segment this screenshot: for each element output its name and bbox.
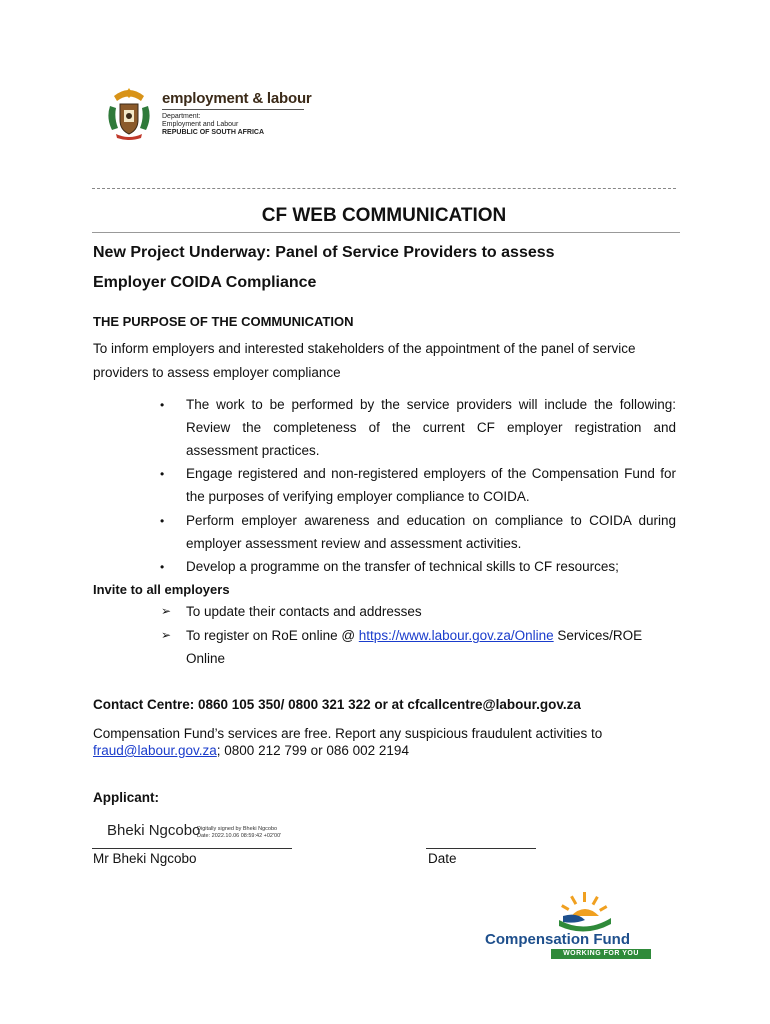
bullet-item-2: Engage registered and non-registered employers of the Compensation Fund for the purposes of verifying employer compliance to COIDA. — [186, 466, 676, 504]
cf-logo-tagline: WORKING FOR YOU — [551, 949, 651, 959]
subtitle-line-2: Employer COIDA Compliance — [93, 274, 317, 291]
invite-item-2-line-2: Online — [186, 651, 226, 666]
department-logo — [104, 84, 314, 142]
fraud-email-link[interactable]: fraud@labour.gov.za — [93, 743, 217, 758]
invite-item-2-suffix: Services/ROE — [553, 628, 643, 643]
page-title: CF WEB COMMUNICATION — [261, 205, 507, 226]
department-title: employment & labour — [162, 90, 312, 107]
applicant-label: Applicant: — [93, 790, 159, 805]
bullet-icon: • — [160, 398, 165, 412]
department-name: Employment and Labour — [162, 121, 239, 128]
arrow-bullet-icon: ➢ — [161, 604, 172, 618]
contact-centre: Contact Centre: 0860 105 350/ 0800 321 322 or at cfcallcentre@labour.gov.za — [93, 697, 581, 712]
country-name: REPUBLIC OF SOUTH AFRICA — [162, 129, 265, 136]
services-line-2-suffix: ; 0800 212 799 or 086 002 2194 — [216, 743, 409, 758]
bullet-icon: • — [160, 560, 165, 574]
bullet-icon: • — [160, 514, 165, 528]
services-line-1: Compensation Fund’s services are free. Report any suspicious fraudulent activities to — [93, 726, 603, 741]
date-label: Date — [428, 851, 457, 866]
purpose-line-2: providers to assess employer compliance — [93, 365, 341, 380]
purpose-line-1: To inform employers and interested stakeholders of the appointment of the panel of service — [93, 341, 636, 356]
signature: Bheki Ngcobo — [107, 822, 201, 839]
invite-item-1: To update their contacts and addresses — [186, 604, 422, 619]
signature-meta-line-1: Digitally signed by Bheki Ngcobo — [197, 826, 278, 832]
bullet-item-1-text: The work to be performed by the service providers will include the following: — [186, 397, 676, 412]
sunrise-hands-icon — [555, 890, 615, 932]
compensation-fund-logo — [485, 890, 655, 962]
purpose-heading: THE PURPOSE OF THE COMMUNICATION — [93, 314, 354, 329]
header-divider — [92, 188, 676, 189]
services-line-2 — [93, 741, 683, 761]
bullet-icon: • — [160, 467, 165, 481]
subtitle-line-1: New Project Underway: Panel of Service Providers to assess — [93, 244, 555, 261]
bullet-item-1-continuation: Review the completeness of the current CF employer registration and assessment practices. — [186, 420, 676, 458]
signer-name: Mr Bheki Ngcobo — [93, 851, 197, 866]
invite-item-2 — [186, 624, 676, 647]
coat-of-arms-icon — [104, 84, 154, 142]
roe-online-link[interactable]: https://www.labour.gov.za/Online — [358, 628, 554, 643]
title-underline — [92, 232, 680, 233]
invite-heading: Invite to all employers — [93, 582, 230, 597]
bullet-item-1 — [186, 393, 676, 462]
logo-divider — [162, 109, 304, 110]
cf-logo-name: Compensation Fund — [485, 931, 630, 948]
invite-item-2-prefix: To register on RoE online @ — [186, 628, 359, 643]
signature-meta — [197, 826, 281, 840]
bullet-item-4: Develop a programme on the transfer of technical skills to CF resources; — [186, 559, 619, 574]
signature-meta-line-2: Date: 2022.10.06 08:59:42 +02'00' — [197, 833, 282, 839]
bullet-item-3: Perform employer awareness and education on compliance to COIDA during employer assessment review and assessment activities. — [186, 513, 676, 551]
department-label: Department: — [162, 113, 201, 120]
arrow-bullet-icon: ➢ — [161, 628, 172, 642]
